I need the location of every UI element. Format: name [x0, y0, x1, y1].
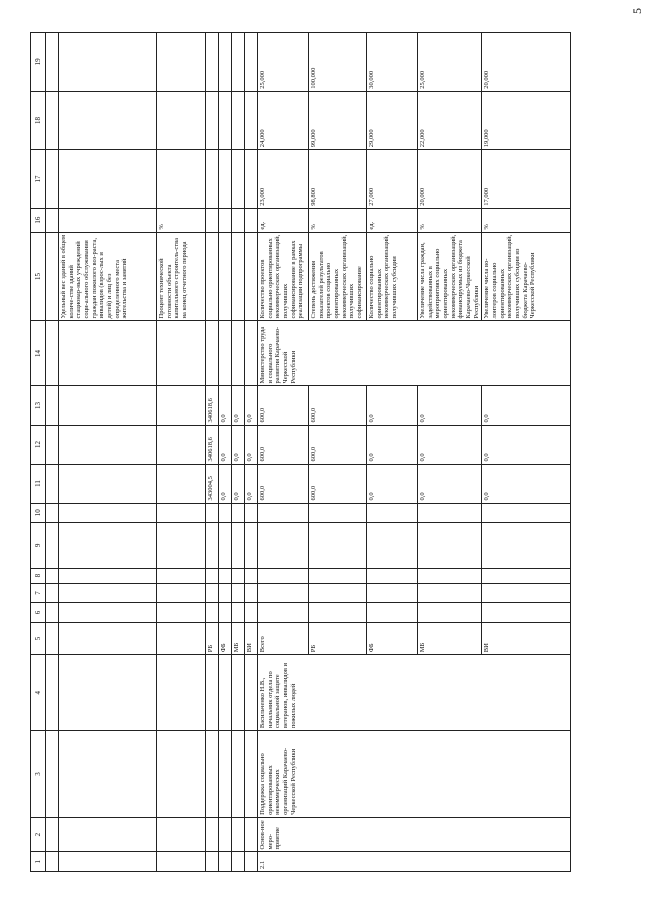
- value-cell: 23,000: [258, 150, 309, 209]
- activity-executor: Министерство труда и социального развития Карачаево-Черкесской Республики: [258, 321, 571, 386]
- value-cell: 0,0: [418, 464, 482, 503]
- col-header: 1: [31, 852, 46, 872]
- activity-type: Основ-ное меро-приятие: [258, 817, 571, 852]
- value-cell: 20,000: [418, 150, 482, 209]
- value-cell: 600,0: [258, 464, 309, 503]
- col-header: 15: [31, 232, 46, 321]
- value-cell: 29,000: [367, 91, 418, 150]
- value-cell: 0,0: [219, 386, 232, 425]
- value-cell: 22,000: [418, 91, 482, 150]
- value-cell: 100,000: [309, 33, 367, 92]
- column-number-row: [31, 33, 46, 872]
- value-cell: 20,000: [482, 33, 571, 92]
- source-cell: ФБ: [219, 622, 232, 655]
- unit-cell: %: [418, 208, 482, 232]
- unit-cell: ед.: [367, 208, 418, 232]
- value-cell: 600,0: [309, 425, 367, 464]
- value-cell: 25,000: [418, 33, 482, 92]
- value-cell: 0,0: [418, 386, 482, 425]
- unit-cell: %: [309, 208, 367, 232]
- tech-readiness-row: [157, 33, 206, 872]
- value-cell: 0,0: [482, 425, 571, 464]
- activity-name: Поддержка социально ориентированных некоммерческих организаций Карачаево-Черкесской Республики: [258, 731, 571, 818]
- rotated-table-sheet: [30, 32, 582, 872]
- value-cell: 0,0: [219, 464, 232, 503]
- value-cell: 27,000: [367, 150, 418, 209]
- value-cell: 0,0: [367, 425, 418, 464]
- value-cell: 24,000: [258, 91, 309, 150]
- spacer-row: [46, 33, 59, 872]
- value-cell: 340618,6: [206, 386, 219, 425]
- col-header: 7: [31, 583, 46, 603]
- source-cell: МБ: [232, 622, 245, 655]
- indicator-text: Количество проектов социально ориентированных некоммерческих организаций, получивших софинансирование в рамках реализации подпрограммы: [258, 232, 309, 321]
- value-cell: 19,000: [482, 91, 571, 150]
- col-header: 13: [31, 386, 46, 425]
- value-cell: 600,0: [309, 386, 367, 425]
- value-cell: 600,0: [258, 386, 309, 425]
- value-cell: 99,000: [309, 91, 367, 150]
- indicator-text: Процент технической готовности объекта капитального строитель-ства на конец отчетного периода: [157, 232, 206, 321]
- col-header: 5: [31, 622, 46, 655]
- value-cell: 0,0: [482, 386, 571, 425]
- source-cell: РБ: [309, 622, 367, 655]
- value-cell: 98,800: [309, 150, 367, 209]
- activity-total-row: [258, 33, 309, 872]
- unit-cell: %: [482, 208, 571, 232]
- value-cell: 0,0: [418, 425, 482, 464]
- value-cell: 0,0: [219, 425, 232, 464]
- col-header: 3: [31, 731, 46, 818]
- col-header: 8: [31, 568, 46, 583]
- value-cell: 17,000: [482, 150, 571, 209]
- value-cell: 25,000: [258, 33, 309, 92]
- indicator-text: Увеличение числа граждан, задействованных в мероприятиях социально ориентированных некоммерческих организаций, финансируемых из бюджета Карачаево-Черкесской Республики: [418, 232, 482, 321]
- indicator-text: Степень достижения показателей результатов проектов социально ориентированных некоммерческих организаций, получивших софинансирование: [309, 232, 367, 321]
- col-header: 19: [31, 33, 46, 92]
- source-cell: ВИ: [245, 622, 258, 655]
- value-cell: 600,0: [309, 464, 367, 503]
- budget-row: [206, 33, 219, 872]
- source-cell: РБ: [206, 622, 219, 655]
- col-header: 14: [31, 321, 46, 386]
- page-number: 5: [630, 8, 644, 14]
- indicator-text: Удельный вес зданий в общем количе-стве зданий стационар-ных учреждений соци-ального обслуживания граждан пожилого воз-раста, инвалидов (взрос-лых и детей) и лиц без определенного места жительства и занятий: [59, 232, 157, 321]
- value-cell: 30,000: [367, 33, 418, 92]
- col-header: 16: [31, 208, 46, 232]
- unit-cell: ед.: [258, 208, 309, 232]
- value-cell: 340618,6: [206, 425, 219, 464]
- value-cell: 0,0: [232, 425, 245, 464]
- col-header: 11: [31, 464, 46, 503]
- value-cell: 0,0: [367, 386, 418, 425]
- col-header: 10: [31, 503, 46, 523]
- col-header: 4: [31, 655, 46, 731]
- col-header: 17: [31, 150, 46, 209]
- col-header: 6: [31, 603, 46, 623]
- value-cell: 0,0: [245, 425, 258, 464]
- source-cell: Всего: [258, 622, 309, 655]
- source-cell: ВИ: [482, 622, 571, 655]
- value-cell: 0,0: [232, 464, 245, 503]
- source-cell: МБ: [418, 622, 482, 655]
- col-header: 18: [31, 91, 46, 150]
- program-table: [30, 32, 571, 872]
- budget-row: [232, 33, 245, 872]
- unit-cell: %: [157, 208, 206, 232]
- col-header: 9: [31, 523, 46, 569]
- intro-indicator-row: [59, 33, 157, 872]
- budget-row: [219, 33, 232, 872]
- value-cell: 343004,5: [206, 464, 219, 503]
- value-cell: 0,0: [245, 464, 258, 503]
- activity-number: 2.1: [258, 852, 571, 872]
- value-cell: 0,0: [245, 386, 258, 425]
- budget-row: [245, 33, 258, 872]
- source-cell: ФБ: [367, 622, 418, 655]
- value-cell: 0,0: [482, 464, 571, 503]
- col-header: 2: [31, 817, 46, 852]
- indicator-text: Количество социально ориентированных некоммерческих организаций, получивших субсидии: [367, 232, 418, 321]
- value-cell: 600,0: [258, 425, 309, 464]
- col-header: 12: [31, 425, 46, 464]
- value-cell: 0,0: [367, 464, 418, 503]
- indicator-text: Увеличение числа во-лонтеров социально ориентированных некоммерческих организаций, получивших субсидии из бюджета Карачаево-Черкесской Республики: [482, 232, 571, 321]
- activity-responsible: Васильченко Н.В., начальник отдела по социальной защите ветеранов, инвалидов и пожилых людей: [258, 655, 571, 731]
- value-cell: 0,0: [232, 386, 245, 425]
